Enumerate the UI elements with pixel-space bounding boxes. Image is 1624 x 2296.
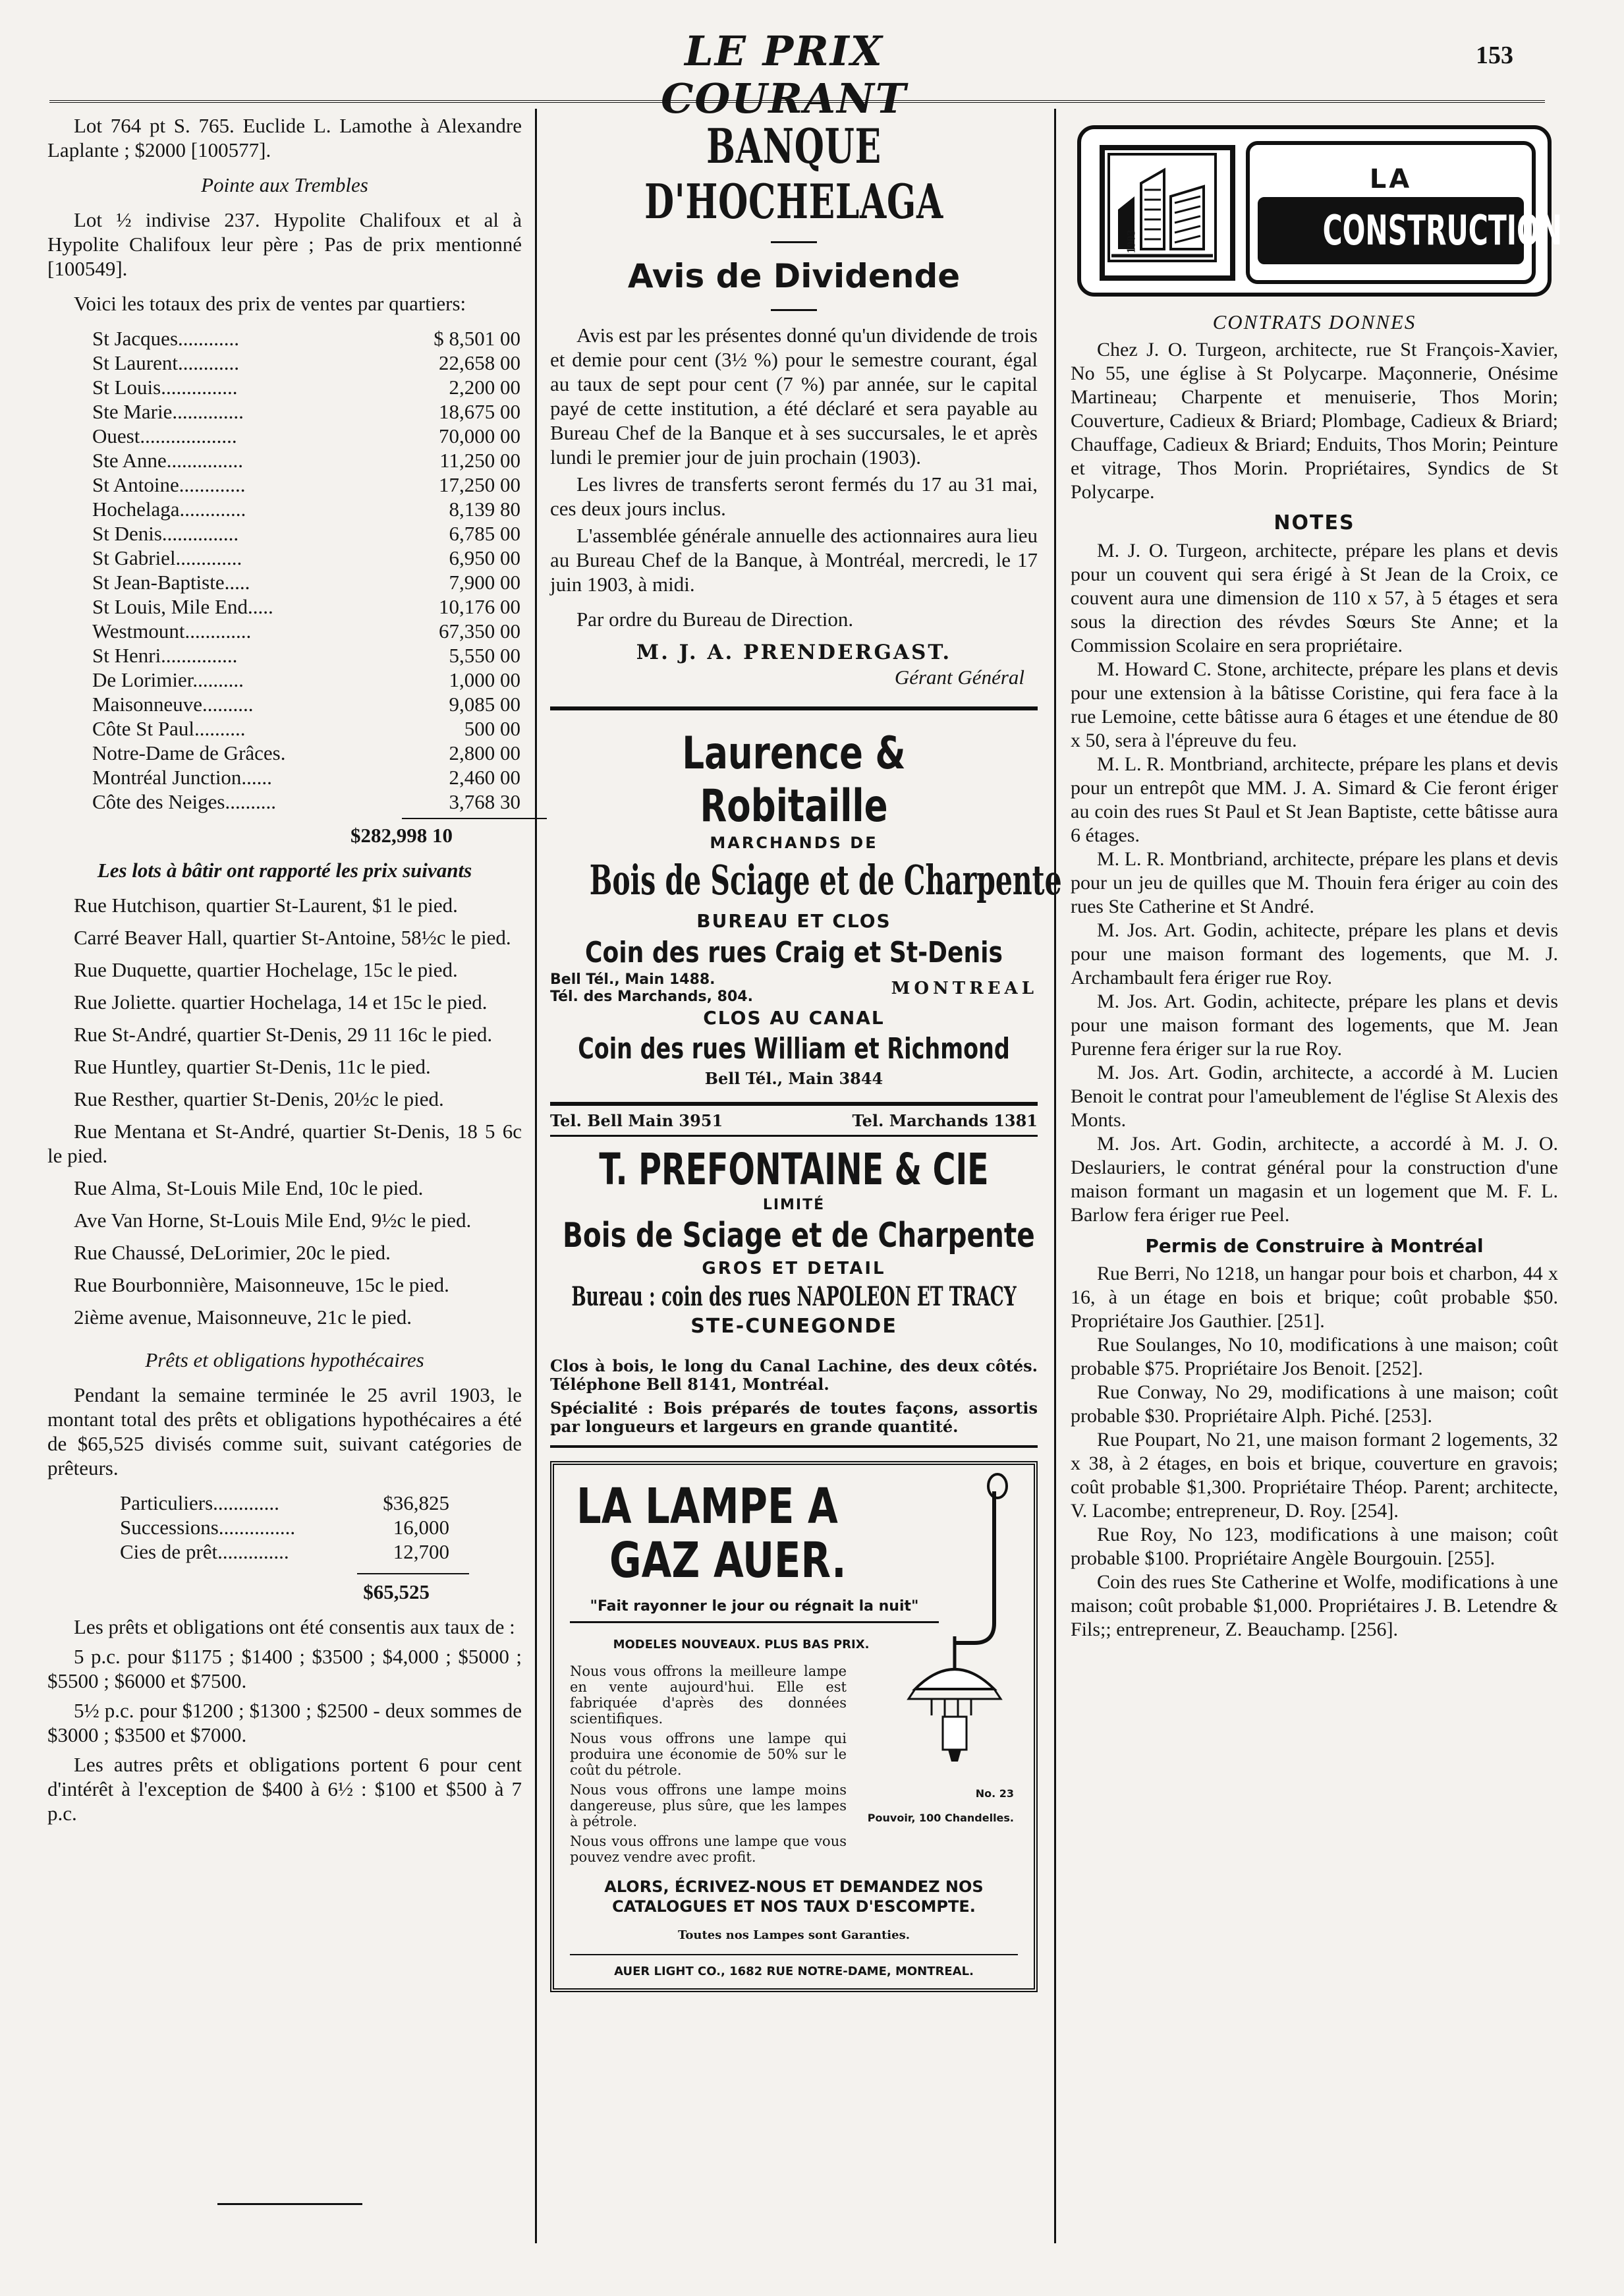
lr-tel3: Bell Tél., Main 3844 bbox=[704, 1069, 883, 1088]
list-item: Rue Conway, No 29, modifications à une maison; coût probable $30. Propriétaire Alph. Piché. [253]. bbox=[1071, 1381, 1558, 1427]
list-item: M. Howard C. Stone, architecte, prépare les plans et devis pour une extension à la bâtisse Coristine, qui fera face à la rue Lemoine, cette bâtisse aura 6 étages et une étendue de 80 x 50, sera à l'épreuve du feu. bbox=[1071, 658, 1558, 751]
lampe-no: No. 23 bbox=[975, 1787, 1014, 1800]
building-emblem-icon bbox=[1100, 145, 1235, 281]
table-row: Notre-Dame de Grâces. 2,800 00 bbox=[92, 741, 520, 764]
taux-55: 5½ p.c. pour $1200 ; $1300 ; $2500 - deux sommes de $3000 ; $3500 et $7000. bbox=[47, 1699, 522, 1746]
table-row: Hochelaga............. 8,139 80 bbox=[92, 498, 520, 521]
list-item: Coin des rues Ste Catherine et Wolfe, modifications à une maison; coût probable $1,000. Propriétaires J. B. Letendre & Fils;; entrepreneur, Z. Beauchamp. [256]. bbox=[1071, 1571, 1558, 1640]
pointe-title: Pointe aux Trembles bbox=[201, 173, 368, 196]
permis-title: Permis de Construire à Montréal bbox=[1145, 1235, 1484, 1257]
lampe-p1: Nous vous offrons la meilleure lampe en vente aujourd'hui. Elle est fabriquée d'après des données scientifiques. bbox=[570, 1663, 847, 1727]
lr-tel2: Tél. des Marchands, 804. bbox=[550, 989, 753, 1005]
banque-title: BANQUE D'HOCHELAGA bbox=[644, 118, 943, 229]
list-item: Rue Huntley, quartier St-Denis, 11c le pied. bbox=[74, 1055, 431, 1078]
quartiers-total: $282,998 10 bbox=[350, 824, 453, 847]
notes-title: NOTES bbox=[1274, 511, 1355, 534]
lampe-p3: Nous vous offrons une lampe moins dangereuse, plus sûre, que les lampes à pétrole. bbox=[570, 1782, 847, 1829]
list-item: Rue Hutchison, quartier St-Laurent, $1 le pied. bbox=[74, 894, 458, 917]
lr-coin1: Coin des rues Craig et St-Denis bbox=[584, 936, 1003, 969]
list-item: Rue Resther, quartier St-Denis, 20½c le pied. bbox=[74, 1087, 444, 1110]
list-item: M. L. R. Montbriand, architecte, prépare les plans et devis pour un jeu de quilles que M. Thouin fera ériger au coin des rues Ste Catherine et St André. bbox=[1071, 848, 1558, 917]
table-row: St Henri............... 5,550 00 bbox=[92, 644, 520, 667]
list-item: Rue Duquette, quartier Hochelage, 15c le pied. bbox=[74, 958, 458, 981]
column-right bbox=[1071, 113, 1562, 1642]
table-row: Montréal Junction...... 2,460 00 bbox=[92, 766, 520, 789]
column-divider-1 bbox=[535, 109, 537, 2243]
tp-tel-left: Tel. Bell Main 3951 bbox=[550, 1111, 723, 1130]
table-row: Westmount............. 67,350 00 bbox=[92, 619, 520, 643]
logo-la: LA bbox=[1369, 164, 1413, 194]
opening-transaction: Lot 764 pt S. 765. Euclide L. Lamothe à Alexandre Laplante ; $2000 [100577]. bbox=[47, 114, 522, 161]
list-item: M. Jos. Art. Godin, achitecte, prépare les plans et devis pour une maison formant des logements, que M. J. Archambault fera ériger rue Roy. bbox=[1071, 919, 1558, 989]
lr-tel1: Bell Tél., Main 1488. bbox=[550, 971, 715, 988]
table-row: Côte St Paul.......... 500 00 bbox=[92, 717, 520, 740]
list-item: M. L. R. Montbriand, architecte, prépare les plans et devis pour un entrepôt que MM. J. A. Simard & Cie feront ériger au coin des rues St Paul et St Jean Baptiste, cette bâtisse aura 6 étages. bbox=[1071, 753, 1558, 846]
table-row: Particuliers............. $36,825 bbox=[120, 1491, 449, 1514]
tp-limite: LIMITÉ bbox=[762, 1197, 826, 1213]
total-rule bbox=[402, 818, 547, 819]
tp-bureau: Bureau : coin des rues NAPOLEON ET TRACY bbox=[571, 1281, 1017, 1312]
pointe-text: Lot ½ indivise 237. Hypolite Chalifoux et al à Hypolite Chalifoux leur père ; Pas de prix mentionné [100549]. bbox=[47, 208, 522, 280]
column-left bbox=[47, 113, 522, 1825]
lampe-title-1: LA LAMPE A bbox=[576, 1478, 838, 1535]
prets-text: Pendant la semaine terminée le 25 avril 1903, le montant total des prêts et obligations hypothécaires a été de $65,525 divisés comme suit, suivant catégories de prêteurs. bbox=[47, 1383, 522, 1479]
list-item: Rue Joliette. quartier Hochelaga, 14 et 15c le pied. bbox=[74, 990, 488, 1014]
tp-phones bbox=[550, 1111, 1038, 1131]
taux-autres: Les autres prêts et obligations portent 6 pour cent d'intérêt à l'exception de $400 à 6½ : $100 et $500 à 7 p.c. bbox=[47, 1753, 522, 1825]
divider bbox=[550, 1135, 1038, 1137]
prefontaine-ad bbox=[550, 1111, 1038, 1436]
list-item: M. Jos. Art. Godin, architecte, a accordé à M. Lucien Benoit le contrat pour l'ameublement de l'église St Alexis des Monts. bbox=[1071, 1062, 1558, 1131]
list-item: Rue Bourbonnière, Maisonneuve, 15c le pied. bbox=[74, 1273, 449, 1296]
lr-clos: CLOS AU CANAL bbox=[703, 1007, 885, 1029]
list-item: Rue Roy, No 123, modifications à une maison; coût probable $100. Propriétaire Angèle Bourgouin. [255]. bbox=[1071, 1524, 1558, 1569]
list-item: Rue Mentana et St-André, quartier St-Denis, 18 5 6c le pied. bbox=[47, 1120, 522, 1167]
table-row: De Lorimier.......... 1,000 00 bbox=[92, 668, 520, 691]
lr-sub: MARCHANDS DE bbox=[710, 834, 878, 852]
masthead-logo: LE PRIX COURANT bbox=[661, 27, 907, 123]
totaux-intro: Voici les totaux des prix de ventes par quartiers: bbox=[74, 292, 466, 315]
table-row: Cies de prêt.............. 12,700 bbox=[120, 1540, 449, 1563]
divider bbox=[771, 241, 817, 243]
lr-trade: Bois de Sciage et de Charpente bbox=[589, 856, 1062, 904]
avis-role: Gérant Général bbox=[894, 666, 1024, 689]
hanging-lamp-icon bbox=[869, 1472, 1021, 1788]
avis-paragraph-3: L'assemblée générale annuelle des actionnaires aura lieu au Bureau Chef de la Banque, à Montréal, mercredi, le 17 juin 1903, à midi. bbox=[550, 524, 1038, 596]
lampe-pouvoir: Pouvoir, 100 Chandelles. bbox=[867, 1812, 1014, 1824]
lampe-auer-ad bbox=[550, 1461, 1038, 1992]
table-row: St Jean-Baptiste..... 7,900 00 bbox=[92, 571, 520, 594]
list-item: 2ième avenue, Maisonneuve, 21c le pied. bbox=[74, 1306, 412, 1329]
avis-paragraph-2: Les livres de transferts seront fermés du 17 au 31 mai, ces deux jours inclus. bbox=[550, 473, 1038, 520]
total-rule bbox=[357, 1573, 469, 1574]
page-header bbox=[0, 0, 1624, 123]
end-rule bbox=[217, 2203, 362, 2205]
ad-separator bbox=[550, 1445, 1038, 1448]
table-row: St Laurent............ 22,658 00 bbox=[92, 351, 520, 374]
banque-hochelaga-ad bbox=[550, 119, 1038, 311]
divider bbox=[771, 309, 817, 311]
lampe-p2: Nous vous offrons une lampe qui produira une économie de 50% sur le coût du pétrole. bbox=[570, 1731, 847, 1778]
contrats-text: Chez J. O. Turgeon, architecte, rue St François-Xavier, No 55, une église à St Polycarpe. Maçonnerie, Onésime Martineau; Charpente et menuiserie, Thos Morin; Couverture, Cadieux & Briard; Plombage, Cadieux & Briard; Chauffage, Cadieux & Briard; Enduits, Thos Morin; Peinture et vitrage, Thos Morin. Propriétaires, Syndics de St Polycarpe. bbox=[1071, 339, 1558, 503]
list-item: M. Jos. Art. Godin, achitecte, prépare les plans et devis pour une maison formant des logements, que M. Jean Purenne fera ériger sur la rue Roy. bbox=[1071, 990, 1558, 1060]
tp-spec: Spécialité : Bois préparés de toutes façons, assortis par longueurs et largeurs en grande quantité. bbox=[550, 1398, 1038, 1436]
prets-title: Prêts et obligations hypothécaires bbox=[145, 1348, 424, 1371]
lr-city: MONTREAL bbox=[891, 978, 1038, 998]
tp-clos: Clos à bois, le long du Canal Lachine, des deux côtés. Téléphone Bell 8141, Montréal. bbox=[550, 1356, 1038, 1394]
laurence-robitaille-ad bbox=[550, 728, 1062, 1090]
lr-bureau: BUREAU ET CLOS bbox=[696, 910, 891, 932]
logo-year: 1903 bbox=[1124, 229, 1138, 254]
table-row: Ste Marie.............. 18,675 00 bbox=[92, 400, 520, 423]
quartiers-table bbox=[92, 326, 520, 819]
list-item: Carré Beaver Hall, quartier St-Antoine, 58½c le pied. bbox=[74, 926, 511, 949]
list-item: Ave Van Horne, St-Louis Mile End, 9½c le pied. bbox=[74, 1209, 472, 1232]
ad-separator bbox=[550, 1102, 1038, 1106]
preteurs-total: $65,525 bbox=[363, 1580, 430, 1603]
avis-signer: M. J. A. PRENDERGAST. bbox=[636, 641, 952, 664]
table-row: St Gabriel............. 6,950 00 bbox=[92, 546, 520, 569]
lampe-p4: Nous vous offrons une lampe que vous pouvez vendre avec profit. bbox=[570, 1833, 847, 1865]
table-row: St Jacques............ $ 8,501 00 bbox=[92, 327, 520, 350]
page-number: 153 bbox=[1476, 42, 1513, 69]
list-item: M. J. O. Turgeon, architecte, prépare les plans et devis pour un couvent qui sera érigé à St Jean de la Croix, ce couvent aura une dimension de 110 x 57, à 5 étages et sera sous la direction des révdes Sœurs Ste Anne; et la Commission Scolaire en sera propriétaire. bbox=[1071, 540, 1558, 656]
lampe-address: AUER LIGHT CO., 1682 RUE NOTRE-DAME, MONTREAL. bbox=[614, 1965, 974, 1978]
avis-order: Par ordre du Bureau de Direction. bbox=[576, 608, 854, 631]
table-row: Ste Anne............... 11,250 00 bbox=[92, 449, 520, 472]
table-row: St Louis, Mile End..... 10,176 00 bbox=[92, 595, 520, 618]
list-item: Rue Berri, No 1218, un hangar pour bois et charbon, 44 x 16, à un étage en bois et brique; coût probable $50. Propriétaire Jos Gauthier. [251]. bbox=[1071, 1263, 1558, 1332]
tp-place: STE-CUNEGONDE bbox=[690, 1315, 897, 1338]
tp-trade: Bois de Sciage et de Charpente bbox=[563, 1216, 1035, 1255]
list-item: Rue Alma, St-Louis Mile End, 10c le pied. bbox=[74, 1176, 424, 1199]
lampe-title-2: GAZ AUER. bbox=[609, 1532, 847, 1589]
tp-gros: GROS ET DETAIL bbox=[702, 1259, 886, 1278]
contrats-title: CONTRATS DONNES bbox=[1212, 310, 1416, 333]
table-row: St Louis............... 2,200 00 bbox=[92, 376, 520, 399]
lampe-modeles: MODELES NOUVEAUX. PLUS BAS PRIX. bbox=[613, 1638, 870, 1651]
lampe-garantie: Toutes nos Lampes sont Garanties. bbox=[678, 1928, 910, 1942]
table-row: Maisonneuve.......... 9,085 00 bbox=[92, 693, 520, 716]
lampe-cta: ALORS, ÉCRIVEZ-NOUS ET DEMANDEZ NOS CATALOGUES ET NOS TAUX D'ESCOMPTE. bbox=[604, 1878, 984, 1916]
list-item: Rue Soulanges, No 10, modifications à une maison; coût probable $75. Propriétaire Jos Benoit. [252]. bbox=[1071, 1334, 1558, 1379]
taux-intro: Les prêts et obligations ont été consentis aux taux de : bbox=[74, 1615, 515, 1638]
column-middle bbox=[550, 113, 1062, 1992]
table-row: Côte des Neiges.......... 3,768 30 bbox=[92, 790, 520, 813]
list-item: Rue Chaussé, DeLorimier, 20c le pied. bbox=[74, 1241, 391, 1264]
lots-title: Les lots à bâtir ont rapporté les prix suivants bbox=[97, 859, 472, 882]
column-divider-2 bbox=[1054, 109, 1056, 2243]
la-construction-logo bbox=[1077, 125, 1562, 297]
lr-title: Laurence & Robitaille bbox=[682, 728, 906, 832]
logo-construction: CONSTRUCTION bbox=[1322, 206, 1562, 254]
table-row: Successions............... 16,000 bbox=[120, 1516, 449, 1539]
lampe-slogan: "Fait rayonner le jour ou régnait la nuit" bbox=[570, 1594, 939, 1623]
avis-paragraph-1: Avis est par les présentes donné qu'un dividende de trois et demie pour cent (3½ %) pour le semestre courant, égal au taux de sept pour cent (7 %) par année, sur le capital payé de cette institution, a été déclaré et sera payable au Bureau Chef de la Banque et à ses succursales, le et après lundi le premier jour de juin prochain (1903). bbox=[550, 324, 1038, 469]
table-row: Ouest................... 70,000 00 bbox=[92, 424, 520, 447]
list-item: Rue St-André, quartier St-Denis, 29 11 16c le pied. bbox=[74, 1023, 493, 1046]
preteurs-table bbox=[120, 1491, 449, 1564]
tp-title: T. PREFONTAINE & CIE bbox=[599, 1144, 989, 1195]
tp-tel-right: Tel. Marchands 1381 bbox=[852, 1111, 1038, 1130]
header-rule bbox=[49, 100, 1545, 103]
table-row: St Denis............... 6,785 00 bbox=[92, 522, 520, 545]
lr-phones bbox=[550, 971, 1038, 1006]
avis-title: Avis de Dividende bbox=[627, 257, 961, 295]
construction-wordmark bbox=[1246, 141, 1562, 284]
table-row: St Antoine............. 17,250 00 bbox=[92, 473, 520, 496]
list-item: M. Jos. Art. Godin, architecte, a accordé à M. J. O. Deslauriers, le contrat général pour la construction d'une maison formant un magasin et un logement que M. F. L. Barlow fera ériger rue Peel. bbox=[1071, 1133, 1558, 1226]
taux-5: 5 p.c. pour $1175 ; $1400 ; $3500 ; $4,000 ; $5000 ; $5500 ; $6000 et $7500. bbox=[47, 1645, 522, 1692]
list-item: Rue Poupart, No 21, une maison formant 2 logements, 32 x 38, à 2 étages, en bois et brique, couverture en gravois; coût probable $1,300. Propriétaire Théop. Parent; architecte, V. Lacombe; entrepreneur, D. Roy. [254]. bbox=[1071, 1429, 1558, 1522]
ad-separator bbox=[550, 706, 1038, 710]
lr-coin2: Coin des rues William et Richmond bbox=[578, 1032, 1010, 1066]
